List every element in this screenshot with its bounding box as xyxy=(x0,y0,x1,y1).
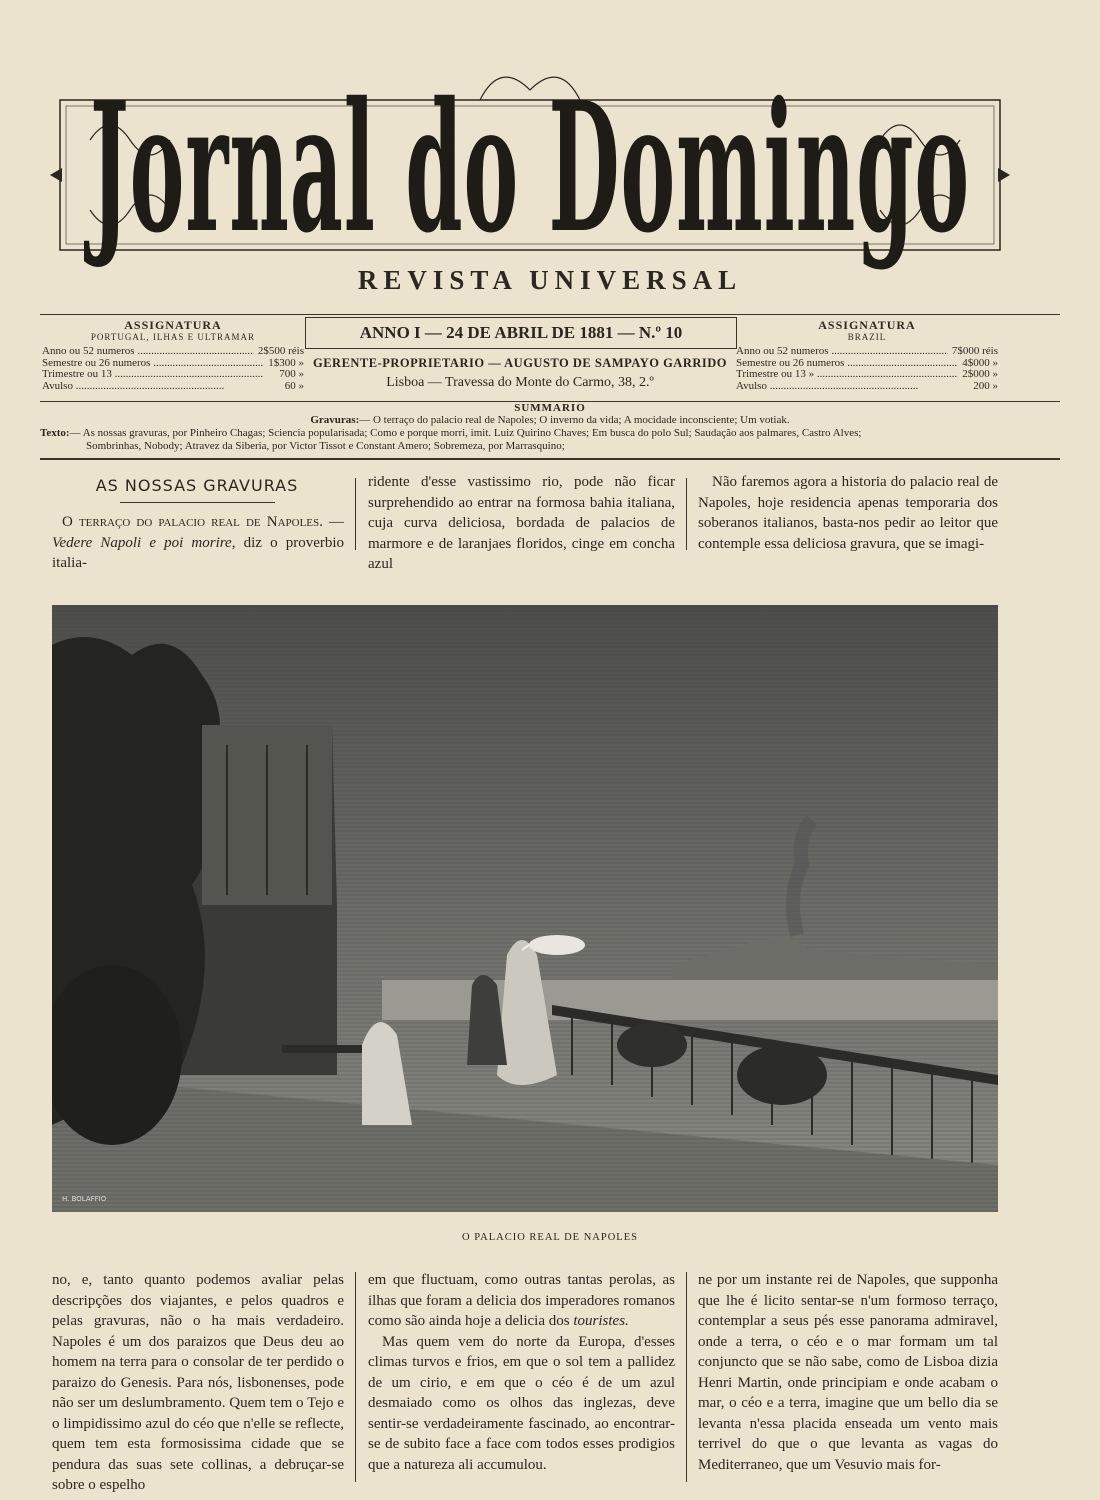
address-line: Lisboa — Travessa do Monte do Carmo, 38, 2.º xyxy=(386,375,654,390)
summary-title: SUMMARIO xyxy=(514,402,586,414)
article-col-4: no, e, tanto quanto podemos avaliar pelas descripções dos viajantes, e pelos quadros e pelas gravuras, não o ha mais verdadeiro. Napoles é um dos paraizos que Deus deu ao homem na terra para o consolar de ter perdido o paraizo do Genesis. Para nós, lisbonenses, pode não ser um deslumbramento. Quem tem o Tejo e o limpidissimo azul do céo que n'elle se reflecte, quem tem esta formosissima cidade que se pendura das suas sete collinas, a debruçar-se sobre o espelho xyxy=(52,1272,344,1493)
article-col-5: em que fluctuam, como outras tantas perolas, as ilhas que foram a delicia dos imperadores romanos como são ainda hoje a delicia dos touristes. Mas quem vem do norte da Europa, d'esses climas turvos e frios, em que o sol tem a pallidez de um cirio, e em que o céo é de um azul desmaiado como os olhos das inglezas, deve sentir-se verdadeiramente fascinado, ao encontrar-se de subito face a face com todos esses prodigios que a natureza ali accumulou. xyxy=(368,1272,675,1473)
subscription-brazil xyxy=(736,320,998,392)
summary-texto-cont: Sombrinhas, Nobody; Atravez da Siberia, por Victor Tissot e Constant Amero; Sobremeza, por Marrasquino; xyxy=(86,440,565,452)
masthead-logo xyxy=(50,40,1010,290)
column-rule xyxy=(355,478,356,550)
summary-texto: Texto:— As nossas gravuras, por Pinheiro Chagas; Sciencia popularisada; Como e porque morri, imit. Luiz Quirino Chaves; Em busca do polo Sul; Saudação aos palmares, Castro Alves; xyxy=(40,427,862,439)
summary xyxy=(40,403,1060,453)
issue-box xyxy=(305,317,737,349)
price-row: Semestre ou 26 numeros ..... 4$000 » xyxy=(736,358,998,370)
header-top-rule xyxy=(40,314,1060,315)
manager-block xyxy=(305,354,735,392)
price-row: Anno ou 52 numeros ..... 2$500 réis xyxy=(42,346,304,358)
illustration-caption: O PALACIO REAL DE NAPOLES xyxy=(462,1232,638,1243)
masthead-subtitle: REVISTA UNIVERSAL xyxy=(357,265,743,295)
price-row: Trimestre ou 13 ..... 700 » xyxy=(42,369,304,381)
column-rule xyxy=(686,478,687,550)
section-heading: AS NOSSAS GRAVURAS xyxy=(95,476,299,495)
price-row: Anno ou 52 numeros ..... 7$000 réis xyxy=(736,346,998,358)
manager-line: GERENTE-PROPRIETARIO — AUGUSTO DE SAMPAYO GARRIDO xyxy=(312,356,727,370)
engraver-signature: H. BOLAFFIO xyxy=(62,1195,107,1203)
subscription-heading: ASSIGNATURA xyxy=(124,318,222,332)
subscription-region: PORTUGAL, ILHAS E ULTRAMAR xyxy=(90,331,256,342)
article-col-1: O terraço do palacio real de Napoles. — Vedere Napoli e poi morire, diz o proverbio italia- xyxy=(52,514,345,571)
subscription-heading: ASSIGNATURA xyxy=(818,318,916,332)
article-col-2: ridente d'esse vastissimo rio, pode não ficar surprehendido ao entrar na formosa bahia italiana, cuja curva deliciosa, bordada de palacios de marmore e de laranjaes floridos, cinge em concha azul xyxy=(368,474,675,572)
heading-rule xyxy=(120,502,275,503)
summary-bottom-rule xyxy=(40,458,1060,460)
masthead-title: Jornal do Domingo xyxy=(83,63,971,272)
column-rule xyxy=(686,1272,687,1482)
price-row: Avulso ..... 60 » xyxy=(42,381,304,393)
issue-line: ANNO I — 24 DE ABRIL DE 1881 — N.º 10 xyxy=(359,323,683,342)
article-col-3: Não faremos agora a historia do palacio real de Napoles, hoje residencia apenas temporaria dos soberanos italianos, basta-nos pedir ao leitor que contemple essa deliciosa gravura, que se imagi- xyxy=(698,474,998,552)
engraving-palace-naples xyxy=(52,605,998,1212)
price-row: Avulso ..... 200 » xyxy=(736,381,998,393)
article-col-6: ne por um instante rei de Napoles, que supponha que lhe é licito sentar-se n'um formoso terraço, contemplar a seus pés esse panorama admiravel, onde a terra, o céo e o mar formam um tal conjuncto que se não sabe, como de Lisboa dizia Henri Martin, onde principiam e onde acabam o mar, o céo e a terra, imagine que um bello dia se levanta n'essa placida enseada um vento mais terrivel do que o que levanta as vagas do Mediterraneo, que um Vesuvio mais for- xyxy=(698,1272,998,1473)
summary-gravuras: Gravuras:— O terraço do palacio real de Napoles; O inverno da vida; A mocidade inconsciente; Um votiak. xyxy=(310,414,790,426)
price-row: Trimestre ou 13 » ..... 2$000 » xyxy=(736,369,998,381)
subscription-portugal xyxy=(42,320,304,392)
price-row: Semestre ou 26 numeros ..... 1$300 » xyxy=(42,358,304,370)
subscription-region: BRAZIL xyxy=(847,331,887,342)
column-rule xyxy=(355,1272,356,1482)
